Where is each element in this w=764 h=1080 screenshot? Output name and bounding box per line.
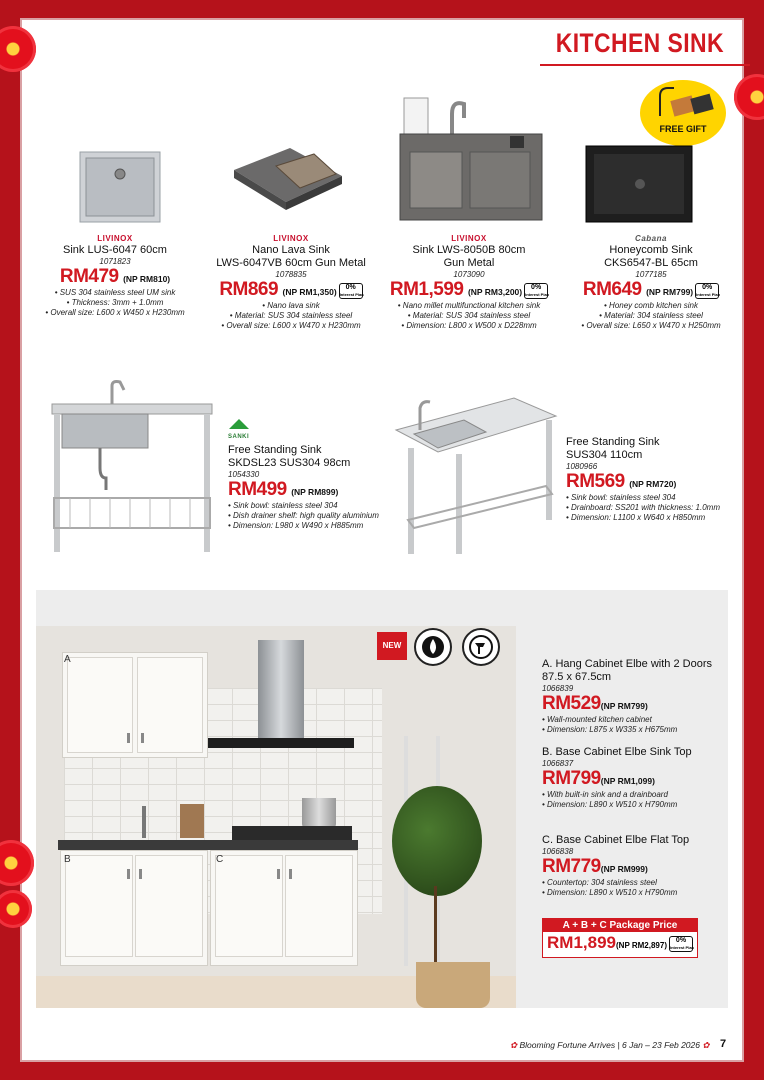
new-tag: NEW bbox=[377, 632, 407, 660]
price: RM569 bbox=[566, 471, 625, 492]
interest-plan-icon: 0% Interest Plan bbox=[669, 936, 694, 950]
cabinet-label-b: B bbox=[64, 854, 71, 865]
cabinet-handle bbox=[141, 733, 144, 743]
price: RM799 bbox=[542, 768, 601, 789]
interest-plan-icon: 0% Interest Plan bbox=[339, 283, 364, 297]
normal-price: (NP RM1,099) bbox=[600, 776, 655, 786]
product-code: 1073090 bbox=[453, 270, 485, 279]
base-cabinet-c bbox=[210, 850, 358, 966]
cabinet-c-info bbox=[542, 834, 742, 898]
normal-price: (NP RM899) bbox=[291, 487, 339, 497]
product-name: A. Hang Cabinet Elbe with 2 Doors bbox=[542, 658, 712, 670]
cabinet-a-info bbox=[542, 658, 742, 735]
price-row bbox=[384, 279, 554, 301]
normal-price: (NP RM720) bbox=[629, 479, 677, 489]
free-standing-sink-98cm-image bbox=[50, 378, 216, 554]
price: RM479 bbox=[59, 266, 119, 287]
brand-cabana: Cabana bbox=[635, 234, 667, 243]
product-code: 1077185 bbox=[635, 270, 667, 279]
brand-livinox: LIVINOX bbox=[97, 234, 133, 243]
package-header: A + B + C Package Price bbox=[543, 919, 697, 932]
cabinet-door bbox=[285, 855, 353, 957]
package-price-box bbox=[542, 918, 698, 958]
footer-campaign: Blooming Fortune Arrives | 6 Jan – 23 Feb 2026 bbox=[519, 1040, 700, 1050]
price: RM499 bbox=[228, 479, 287, 500]
cutting-board bbox=[180, 804, 204, 838]
cabinet-handle bbox=[127, 869, 130, 879]
bullet: • Overall size: L650 x W470 x H250mm bbox=[581, 321, 721, 330]
product-code: 1066837 bbox=[542, 759, 574, 768]
cabinet-door bbox=[137, 657, 203, 753]
product-name: C. Base Cabinet Elbe Flat Top bbox=[542, 834, 690, 846]
normal-price: (NP RM1,350) bbox=[282, 287, 337, 297]
product-name: B. Base Cabinet Elbe Sink Top bbox=[542, 746, 692, 758]
price: RM779 bbox=[542, 856, 601, 877]
bullet: • Nano lava sink bbox=[262, 301, 320, 310]
bullet: • Nano millet multifunctional kitchen sink bbox=[397, 301, 541, 310]
bullet: • Dimension: L980 x W490 x H885mm bbox=[228, 521, 364, 530]
price-row bbox=[30, 266, 200, 288]
brand-livinox: LIVINOX bbox=[273, 234, 309, 243]
sink-lus-6047-image bbox=[78, 150, 162, 224]
title-underline bbox=[540, 64, 750, 66]
price-row bbox=[542, 856, 742, 878]
product-code: 1080966 bbox=[566, 462, 598, 471]
product-name: Nano Lava Sink bbox=[252, 244, 330, 256]
kitchen-scene bbox=[36, 626, 516, 1008]
product-name: Sink LWS-8050B 80cm bbox=[412, 244, 526, 256]
price-row bbox=[228, 479, 398, 501]
sanki-logo bbox=[228, 418, 250, 434]
price: RM529 bbox=[542, 693, 601, 714]
price: RM1,599 bbox=[389, 279, 464, 300]
countertop bbox=[58, 840, 358, 850]
price-row bbox=[566, 279, 736, 301]
product-name-line2: Gun Metal bbox=[443, 257, 495, 269]
product-name: Free Standing Sink bbox=[228, 444, 322, 456]
product-code: 1054330 bbox=[228, 470, 260, 479]
product-name: Sink LUS-6047 60cm bbox=[63, 244, 167, 256]
bullet: • Countertop: 304 stainless steel bbox=[542, 878, 657, 887]
product-honeycomb-sink bbox=[566, 234, 736, 331]
pot bbox=[302, 798, 336, 828]
bullet: • Dimension: L800 x W500 x D228mm bbox=[401, 321, 537, 330]
product-free-standing-sink-110cm bbox=[566, 436, 736, 523]
base-cabinet-b bbox=[60, 850, 208, 966]
footer-text bbox=[510, 1040, 710, 1051]
package-price-row bbox=[543, 933, 697, 953]
cabinet-b-info bbox=[542, 746, 742, 810]
bullet: • Drainboard: SS201 with thickness: 1.0mm bbox=[566, 503, 720, 512]
bullet: • Dimension: L875 x W335 x H675mm bbox=[542, 725, 678, 734]
brand-livinox: LIVINOX bbox=[451, 234, 487, 243]
brand-sanki: SANKI bbox=[228, 434, 250, 440]
product-name-line2: SKDSL23 SUS304 98cm bbox=[228, 457, 351, 469]
price: RM649 bbox=[582, 279, 642, 300]
water-resistant-icon bbox=[414, 628, 452, 666]
normal-price: (NP RM3,200) bbox=[467, 287, 523, 297]
bullet: • Material: SUS 304 stainless steel bbox=[407, 311, 531, 320]
nano-lava-sink-image bbox=[230, 140, 346, 224]
normal-price: (NP RM799) bbox=[646, 287, 694, 297]
product-code: 1066838 bbox=[542, 847, 574, 856]
plant-stem bbox=[434, 886, 437, 966]
package-price: RM1,899 bbox=[547, 933, 616, 952]
product-sink-lws-8050b bbox=[384, 234, 554, 331]
product-sink-lus-6047 bbox=[30, 234, 200, 318]
bullet: • Sink bowl: stainless steel 304 bbox=[566, 493, 676, 502]
bullet: • Dimension: L890 x W510 x H790mm bbox=[542, 800, 678, 809]
product-free-standing-sink-98cm bbox=[228, 434, 398, 531]
interest-plan-icon: 0% Interest Plan bbox=[525, 283, 550, 297]
bullet: • SUS 304 stainless steel UM sink bbox=[54, 288, 176, 297]
price-row bbox=[542, 693, 742, 715]
bullet: • Dimension: L890 x W510 x H790mm bbox=[542, 888, 678, 897]
page-number: 7 bbox=[720, 1038, 727, 1050]
product-name: Honeycomb Sink bbox=[609, 244, 693, 256]
price-row bbox=[206, 279, 376, 301]
bullet: • Honey comb kitchen sink bbox=[604, 301, 698, 310]
price-row bbox=[542, 768, 742, 790]
bullet: • Material: 304 stainless steel bbox=[599, 311, 703, 320]
package-normal-price: (NP RM2,897) bbox=[616, 941, 667, 950]
faucet bbox=[142, 806, 146, 838]
normal-price: (NP RM999) bbox=[600, 864, 648, 874]
page-title: KITCHEN SINK bbox=[555, 28, 724, 58]
price: RM869 bbox=[219, 279, 279, 300]
sink-lws-8050b-image bbox=[398, 94, 544, 224]
product-name: Free Standing Sink bbox=[566, 436, 660, 448]
gift-accessory-icon bbox=[640, 80, 726, 124]
bullet: • Overall size: L600 x W470 x H230mm bbox=[221, 321, 361, 330]
product-code: 1071823 bbox=[99, 257, 131, 266]
cabinet-door bbox=[67, 657, 133, 753]
product-name-line2: 87.5 x 67.5cm bbox=[542, 671, 612, 683]
bullet: • Thickness: 3mm + 1.0mm bbox=[66, 298, 164, 307]
honeycomb-sink-image bbox=[584, 144, 694, 224]
cabinet-door bbox=[65, 855, 133, 957]
cabinet-door bbox=[135, 855, 203, 957]
bullet: • Dimension: L1100 x W640 x H850mm bbox=[566, 513, 706, 522]
bullet: • Dish drainer shelf: high quality aluminium bbox=[228, 511, 379, 520]
product-nano-lava-sink bbox=[206, 234, 376, 331]
cabinet-handle bbox=[139, 869, 142, 879]
bullet: • Wall-mounted kitchen cabinet bbox=[542, 715, 652, 724]
cabinet-label-c: C bbox=[216, 854, 224, 865]
cabinet-door bbox=[215, 855, 283, 957]
free-gift-label: FREE GIFT bbox=[659, 124, 707, 134]
product-name-line2: LWS-6047VB 60cm Gun Metal bbox=[216, 257, 366, 269]
free-standing-sink-110cm-image bbox=[394, 390, 558, 556]
cabinet-label-a: A bbox=[64, 654, 71, 665]
durable-icon bbox=[462, 628, 500, 666]
range-hood bbox=[208, 738, 354, 748]
product-name-line2: SUS304 110cm bbox=[566, 449, 643, 461]
bullet: • With built-in sink and a drainboard bbox=[542, 790, 668, 799]
range-hood-chimney bbox=[258, 640, 304, 738]
bullet: • Overall size: L600 x W450 x H230mm bbox=[45, 308, 185, 317]
free-gift-badge bbox=[640, 80, 726, 146]
cabinet-handle bbox=[127, 733, 130, 743]
interest-plan-icon: 0% Interest Plan bbox=[696, 283, 721, 297]
bullet: • Material: SUS 304 stainless steel bbox=[229, 311, 353, 320]
cabinet-handle bbox=[277, 869, 280, 879]
product-code: 1066839 bbox=[542, 684, 574, 693]
price-row bbox=[566, 471, 736, 493]
product-code: 1078835 bbox=[275, 270, 307, 279]
normal-price: (NP RM799) bbox=[600, 701, 648, 711]
product-name-line2: CKS6547-BL 65cm bbox=[604, 257, 698, 269]
bullet: • Sink bowl: stainless steel 304 bbox=[228, 501, 338, 510]
cabinet-handle bbox=[289, 869, 292, 879]
normal-price: (NP RM810) bbox=[123, 274, 171, 284]
plant-basket bbox=[416, 962, 490, 1008]
flower-bullet-icon: ✿ bbox=[702, 1040, 710, 1050]
plant-foliage bbox=[392, 786, 482, 896]
flower-bullet-icon: ✿ bbox=[510, 1040, 518, 1050]
hang-cabinet-a bbox=[62, 652, 208, 758]
